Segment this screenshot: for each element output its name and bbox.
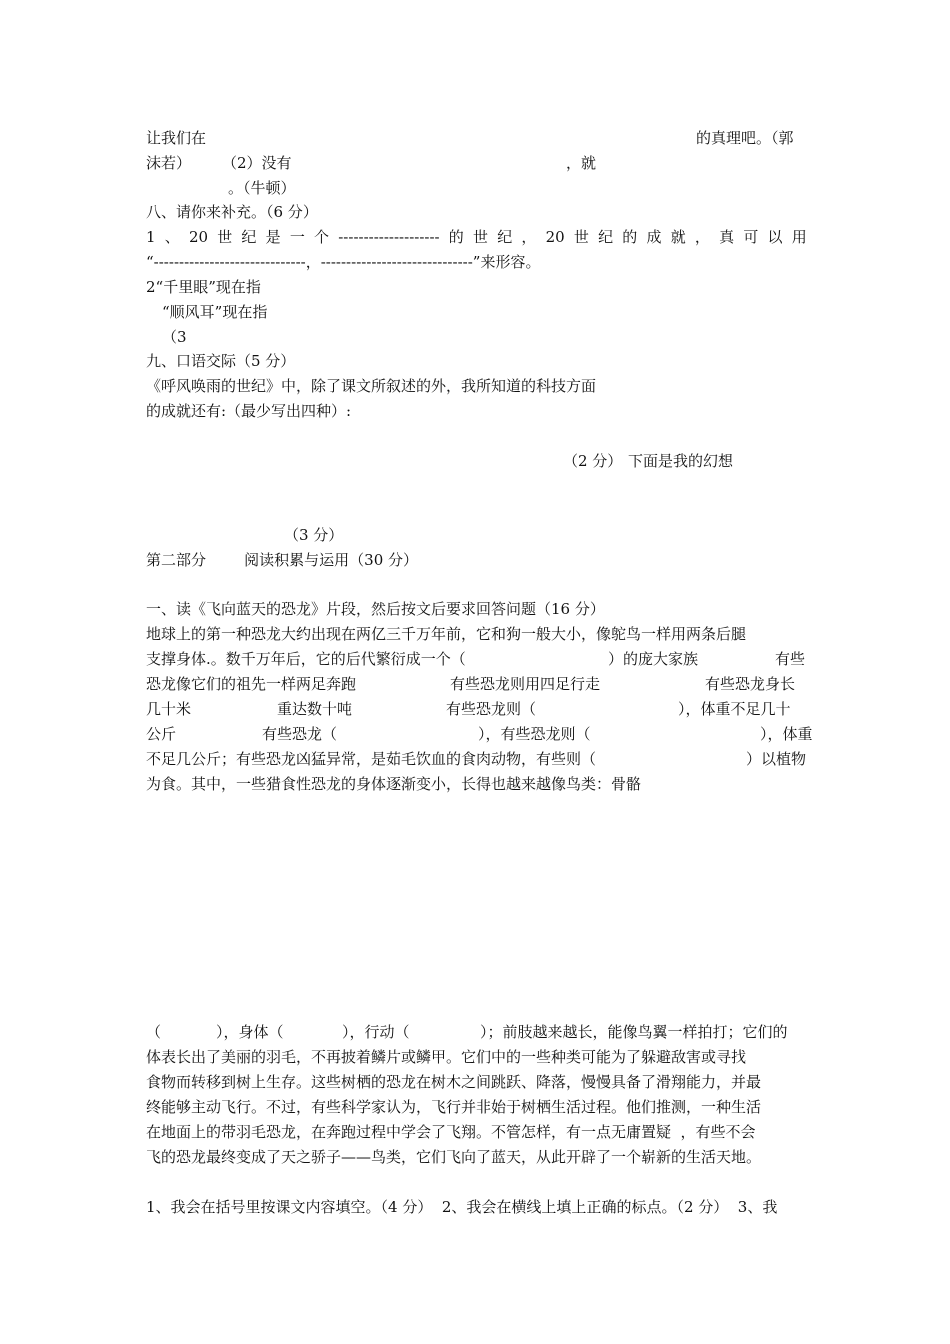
- text-line: 《呼风唤雨的世纪》中，除了课文所叙述的外，我所知道的科技方面: [146, 377, 597, 395]
- word: 世: [217, 228, 233, 246]
- text-line: （2）没有: [222, 154, 292, 172]
- passage-line: 飞的恐龙最终变成了天之骄子——鸟类，它们飞向了蓝天，从此开辟了一个崭新的生活天地。: [146, 1148, 762, 1166]
- section-heading: 九、口语交际（5 分）: [146, 352, 296, 370]
- word: 、: [164, 228, 180, 246]
- passage-segment: 几十米: [146, 700, 192, 718]
- task-line: 1、我会在括号里按课文内容填空。（4 分） 2、我会在横线上填上正确的标点。（2 分） 3、我: [146, 1198, 778, 1216]
- text-line: 的真理吧。（郭: [696, 129, 794, 147]
- word: 20: [188, 228, 209, 246]
- text-line: 下面是我的幻想: [628, 452, 734, 470]
- passage-line: 为食。其中，一些猎食性恐龙的身体逐渐变小，长得也越来越像鸟类：骨骼: [146, 775, 642, 793]
- passage-segment: ），体重: [760, 725, 813, 743]
- word: 一: [289, 228, 305, 246]
- word: 成: [646, 228, 662, 246]
- text-line: 让我们在: [146, 129, 207, 147]
- passage-segment: 不足几公斤；有些恐龙凶猛异常，是茹毛饮血的食肉动物，有些则（: [146, 750, 597, 768]
- section-heading: 一、读《飞向蓝天的恐龙》片段，然后按文后要求回答问题（16 分）: [146, 600, 605, 618]
- text-line: 的成就还有:（最少写出四种）:: [146, 402, 352, 420]
- passage-segment: 有些: [775, 650, 806, 668]
- word: 真: [719, 228, 735, 246]
- passage-line: 地球上的第一种恐龙大约出现在两亿三千万年前，它和狗一般大小，像鸵鸟一样用两条后腿: [146, 625, 747, 643]
- passage-segment: 有些恐龙（: [262, 725, 338, 743]
- answer-blank: --------------------: [338, 228, 440, 246]
- passage-segment: ）；前肢越来越长，能像鸟翼一样拍打；它们的: [480, 1023, 788, 1041]
- word: 的: [448, 228, 464, 246]
- section-heading: 八、请你来补充。（6 分）: [146, 203, 318, 221]
- passage-segment: ），有些恐龙则（: [478, 725, 591, 743]
- question-1-line: [146, 227, 807, 247]
- text-line: 2“千里眼”现在指: [146, 278, 261, 296]
- word: 世: [573, 228, 589, 246]
- passage-segment: ），体重不足几十: [678, 700, 791, 718]
- text-line: ，就: [566, 154, 597, 172]
- word: 20: [545, 228, 565, 246]
- word: 1: [146, 228, 156, 246]
- passage-segment: 支撑身体.。数千万年后，它的后代繁衍成一个（: [146, 650, 466, 668]
- text-line: （3: [162, 328, 187, 346]
- word: 纪: [241, 228, 257, 246]
- word: 是: [265, 228, 281, 246]
- passage-segment: 有些恐龙则用四足行走: [450, 675, 601, 693]
- word: 就: [670, 228, 686, 246]
- word: 以: [767, 228, 783, 246]
- word: 个: [314, 228, 330, 246]
- score-label: （3 分）: [284, 526, 344, 544]
- passage-segment: ），行动（: [342, 1023, 410, 1041]
- passage-segment: ）的庞大家族: [608, 650, 699, 668]
- word: 纪: [497, 228, 513, 246]
- passage-line: 体表长出了美丽的羽毛，不再披着鳞片或鳞甲。它们中的一些种类可能为了躲避敌害或寻找: [146, 1048, 747, 1066]
- word: ，: [521, 228, 537, 246]
- text-line: 。（牛顿）: [228, 179, 296, 197]
- passage-segment: （: [146, 1023, 162, 1041]
- passage-segment: 公斤: [146, 725, 177, 743]
- passage-line: 在地面上的带羽毛恐龙，在奔跑过程中学会了飞翔。不管怎样，有一点无庸置疑 ，有些不会: [146, 1123, 756, 1141]
- word: 用: [791, 228, 807, 246]
- passage-segment: ），身体（: [216, 1023, 284, 1041]
- part-heading: 第二部分 阅读积累与运用（30 分）: [146, 551, 419, 569]
- word: 的: [622, 228, 638, 246]
- passage-segment: 有些恐龙则（: [446, 700, 537, 718]
- text-line: 沫若）: [146, 154, 192, 172]
- passage-segment: 重达数十吨: [277, 700, 353, 718]
- passage-segment: ）以植物: [746, 750, 807, 768]
- score-label: （2 分）: [563, 452, 623, 470]
- passage-line: 终能够主动飞行。不过，有些科学家认为，飞行并非始于树栖生活过程。他们推测，一种生活: [146, 1098, 762, 1116]
- passage-segment: 有些恐龙身长: [705, 675, 796, 693]
- text-line: “------------------------------，------------------------------”来形容。: [146, 253, 541, 271]
- passage-line: 食物而转移到树上生存。这些树栖的恐龙在树木之间跳跃、降落，慢慢具备了滑翔能力，并最: [146, 1073, 762, 1091]
- word: 世: [473, 228, 489, 246]
- passage-segment: 恐龙像它们的祖先一样两足奔跑: [146, 675, 357, 693]
- word: 纪: [598, 228, 614, 246]
- word: ，: [694, 228, 710, 246]
- text-line: “顺风耳”现在指: [162, 303, 268, 321]
- word: 可: [743, 228, 759, 246]
